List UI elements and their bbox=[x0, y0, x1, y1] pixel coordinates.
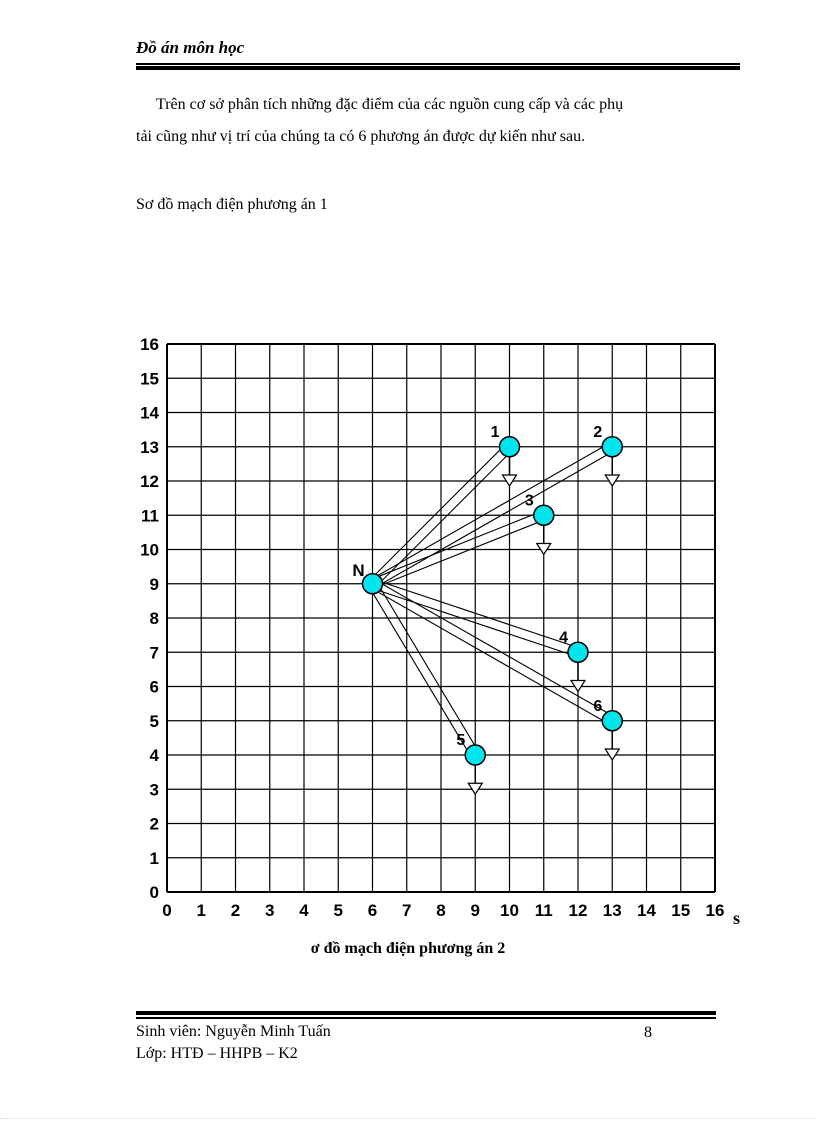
x-tick-label: 9 bbox=[470, 901, 480, 920]
load-node-label: 4 bbox=[559, 629, 568, 647]
x-tick-label: 16 bbox=[705, 901, 725, 920]
y-tick-label: 7 bbox=[149, 643, 159, 663]
y-tick-label: 0 bbox=[149, 883, 159, 902]
x-tick-label: 15 bbox=[671, 901, 691, 920]
feeder-line bbox=[376, 450, 513, 587]
network-diagram-svg bbox=[120, 255, 760, 935]
header-title: Đồ án môn học bbox=[136, 38, 245, 57]
bottom-dotted-border bbox=[0, 1118, 816, 1119]
x-tick-label: 8 bbox=[436, 901, 446, 920]
diagram-heading: Sơ đồ mạch điện phương án 1 bbox=[136, 196, 328, 213]
load-node bbox=[465, 745, 485, 765]
x-tick-label: 6 bbox=[367, 901, 378, 920]
x-tick-label: 5 bbox=[333, 901, 343, 920]
footer-rule-thick bbox=[136, 1011, 716, 1015]
x-tick-label: 12 bbox=[568, 901, 588, 920]
load-node-label: 3 bbox=[524, 492, 534, 510]
x-tick-label: 0 bbox=[162, 901, 172, 920]
x-tick-label: 14 bbox=[637, 901, 656, 920]
y-tick-label: 4 bbox=[149, 746, 159, 765]
x-tick-label: 3 bbox=[265, 901, 275, 920]
footer-class: Lớp: HTĐ – HHPB – K2 bbox=[136, 1045, 298, 1062]
y-tick-label: 5 bbox=[149, 711, 159, 731]
feeder-line bbox=[369, 444, 506, 581]
feeder-line bbox=[371, 511, 542, 580]
y-tick-label: 15 bbox=[140, 369, 159, 389]
load-node-label: 5 bbox=[456, 732, 466, 749]
load-node-label: 6 bbox=[593, 697, 603, 715]
load-node-label: 1 bbox=[490, 423, 500, 441]
load-node bbox=[602, 437, 622, 457]
page-number: 8 bbox=[644, 1024, 652, 1041]
y-tick-label: 1 bbox=[149, 848, 159, 868]
y-tick-label: 10 bbox=[140, 540, 159, 560]
source-node-label: N bbox=[352, 560, 365, 580]
y-tick-label: 2 bbox=[149, 814, 159, 834]
y-tick-label: 16 bbox=[140, 335, 159, 354]
footer-rule-thin bbox=[136, 1017, 716, 1019]
feeder-line bbox=[374, 519, 545, 588]
y-tick-label: 9 bbox=[149, 574, 159, 594]
x-tick-label: 2 bbox=[230, 901, 241, 920]
load-node bbox=[602, 711, 622, 731]
x-tick-label: 10 bbox=[500, 901, 519, 920]
intro-paragraph-line-1: Trên cơ sở phân tích những đặc điểm của các nguồn cung cấp và các phụ bbox=[156, 96, 624, 113]
y-tick-label: 8 bbox=[149, 609, 159, 628]
x-tick-label: 11 bbox=[534, 901, 553, 920]
y-tick-label: 11 bbox=[141, 506, 159, 526]
x-tick-label: 1 bbox=[196, 901, 206, 920]
header-rule-thick bbox=[136, 66, 740, 70]
load-node bbox=[500, 437, 520, 457]
load-node-label: 2 bbox=[593, 423, 603, 441]
footer-student: Sinh viên: Nguyễn Minh Tuấn bbox=[136, 1023, 331, 1040]
network-diagram bbox=[120, 255, 760, 935]
y-tick-label: 12 bbox=[140, 472, 159, 491]
header-rule-thin bbox=[136, 63, 740, 65]
y-tick-label: 3 bbox=[149, 780, 159, 800]
load-node bbox=[534, 505, 554, 525]
figure-caption: ơ đồ mạch điện phương án 2 bbox=[310, 940, 506, 957]
x-tick-label: 7 bbox=[402, 901, 412, 920]
x-tick-label: 13 bbox=[602, 901, 622, 920]
intro-paragraph-line-2: tải cũng như vị trí của chúng ta có 6 phương án được dự kiến như sau. bbox=[136, 128, 586, 145]
x-tick-label: 4 bbox=[299, 901, 309, 920]
y-tick-label: 14 bbox=[140, 403, 159, 423]
axis-stray-label: s bbox=[733, 908, 741, 928]
y-tick-label: 13 bbox=[140, 437, 159, 457]
load-node bbox=[568, 642, 588, 662]
y-tick-label: 6 bbox=[149, 677, 159, 697]
source-node bbox=[363, 574, 383, 594]
